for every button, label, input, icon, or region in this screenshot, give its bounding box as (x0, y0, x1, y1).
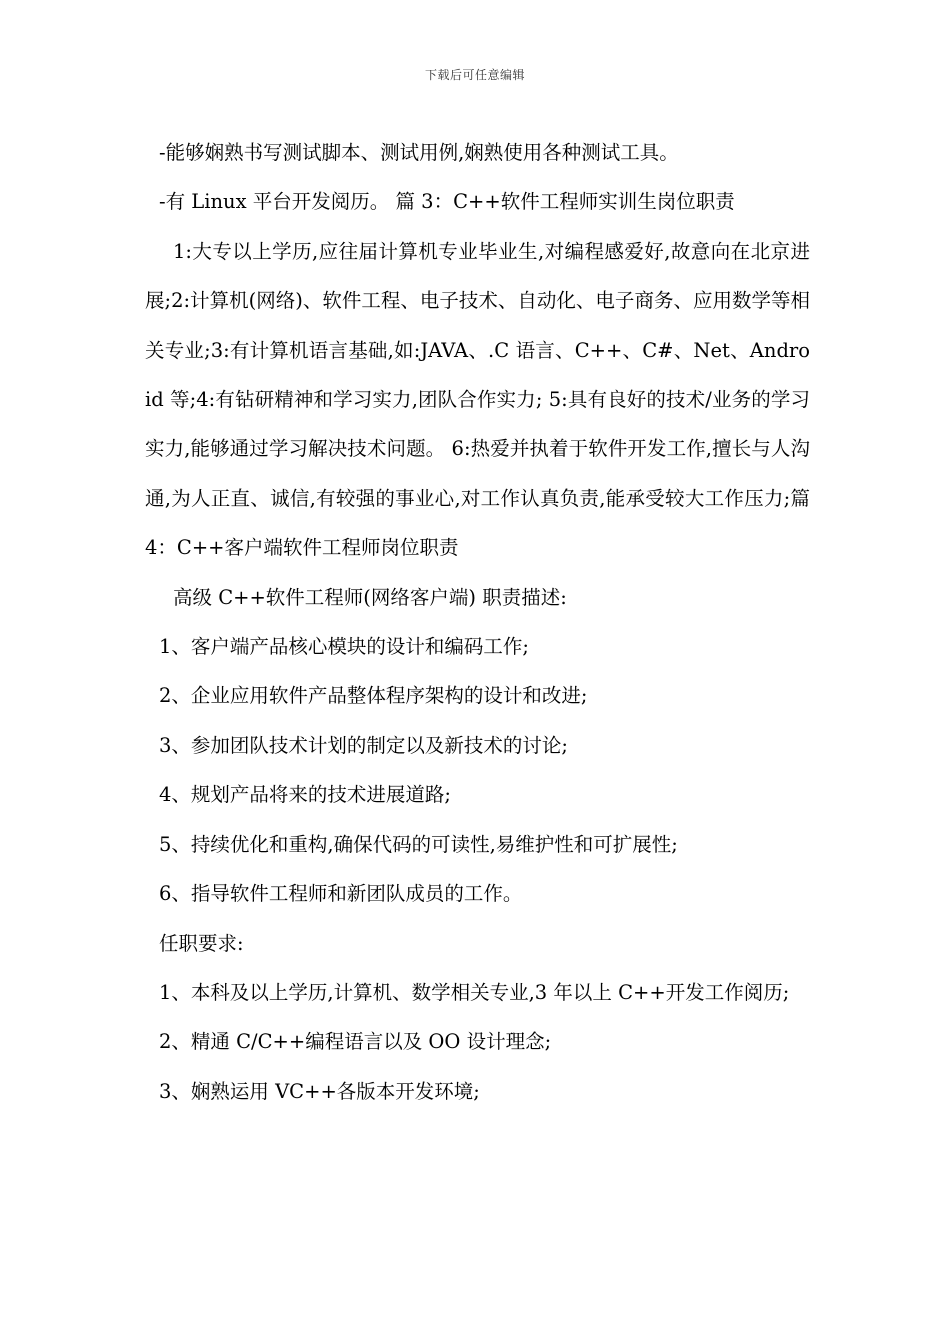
page-header: 下载后可任意编辑 (424, 68, 525, 82)
list-item: 6、指导软件工程师和新团队成员的工作。 (159, 882, 523, 906)
paragraph: -能够娴熟书写测试脚本、测试用例,娴熟使用各种测试工具。 (159, 141, 679, 164)
paragraph: 高级 C++软件工程师(网络客户端) 职责描述: (173, 585, 567, 609)
list-item: 1、客户端产品核心模块的设计和编码工作; (159, 635, 529, 659)
list-item: 2、企业应用软件产品整体程序架构的设计和改进; (159, 684, 588, 708)
list-item: 4、规划产品将来的技术进展道路; (159, 783, 451, 807)
list-item: 5、持续优化和重构,确保代码的可读性,易维护性和可扩展性; (159, 832, 678, 856)
paragraph: 1:大专以上学历,应往届计算机专业毕业生,对编程感爱好,故意向在北京进展;2:计算机(网络)、软件工程、电子技术、自动化、电子商务、应用数学等相关专业;3:有计算机语言基础,如:JAVA、.C 语言、C++、C#、Net、Android 等;4:有钻研精神和学习实力,团队合作实力; 5:具有良好的技术/业务的学习实力,能够通过学习解决技术问题。 6:热爱并执着于软件开发工作,擅长与人沟通,为人正直、诚信,有较强的事业心,对工作认真负责,能承受较大工作压力;篇 4：C++客户端软件工程师岗位职责 (145, 239, 810, 560)
paragraph: -有 Linux 平台开发阅历。 篇 3：C++软件工程师实训生岗位职责 (159, 190, 735, 214)
list-item: 2、精通 C/C++编程语言以及 OO 设计理念; (159, 1030, 552, 1054)
list-item: 3、娴熟运用 VC++各版本开发环境; (159, 1079, 480, 1103)
section-heading: 任职要求: (159, 931, 244, 955)
document-body (145, 128, 810, 1116)
list-item: 3、参加团队技术计划的制定以及新技术的讨论; (159, 733, 568, 757)
list-item: 1、本科及以上学历,计算机、数学相关专业,3 年以上 C++开发工作阅历; (159, 980, 790, 1004)
